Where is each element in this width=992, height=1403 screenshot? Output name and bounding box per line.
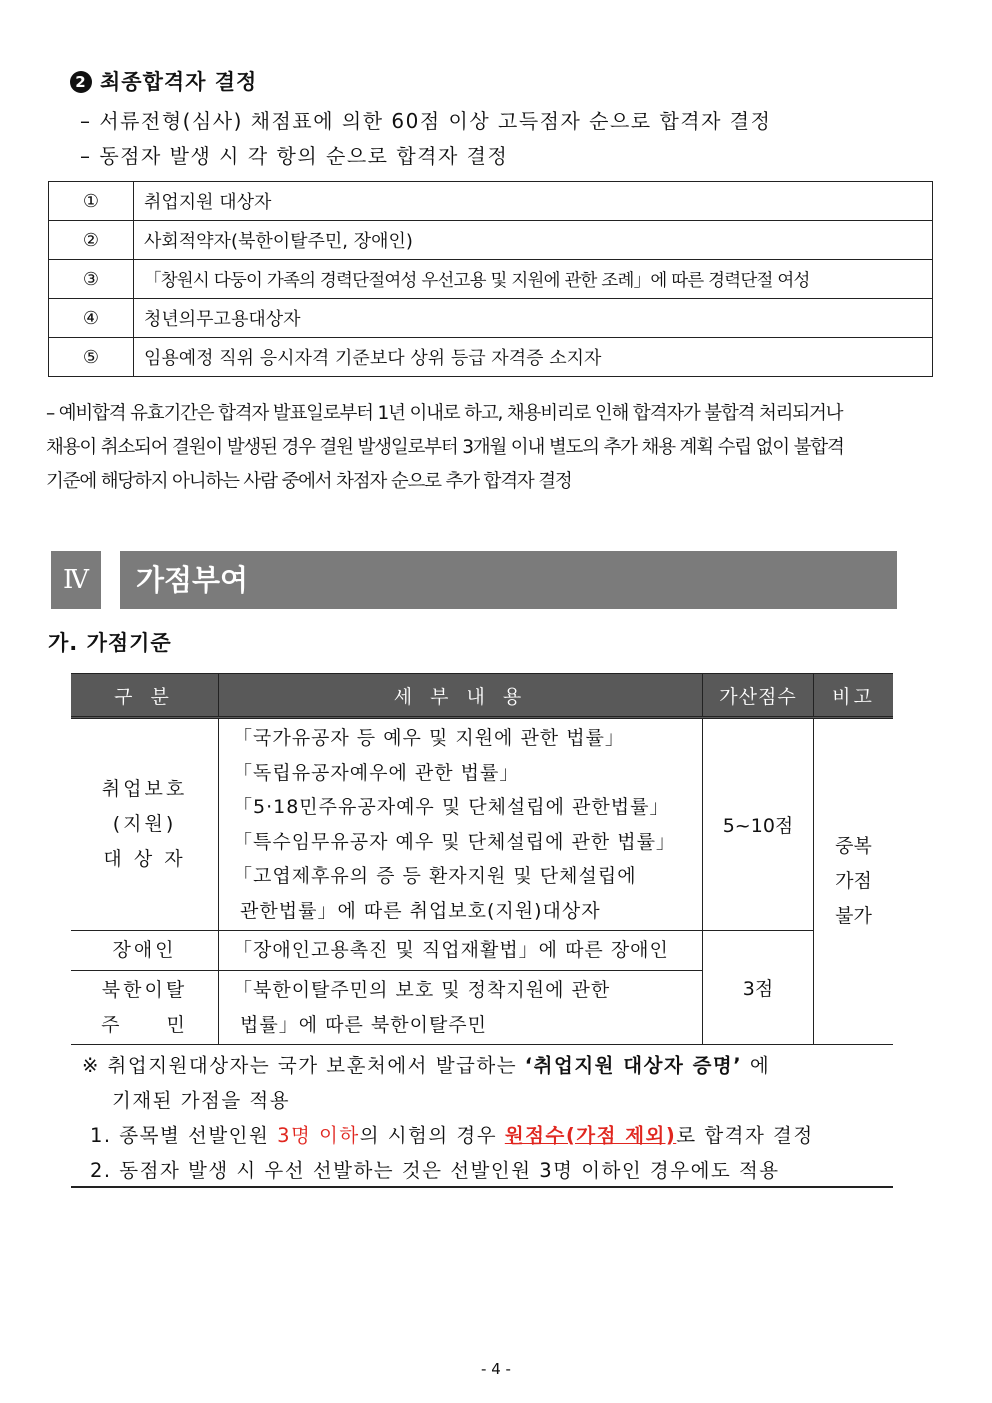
priority-text: 임용예정 직위 응시자격 기준보다 상위 등급 자격증 소지자 [134, 338, 933, 377]
details-cell: 「장애인고용촉진 및 직업재활법」에 따른 장애인 [219, 931, 703, 971]
category-line: 대 상 자 [103, 848, 186, 870]
criteria-line-1: – 서류전형(심사) 채점표에 의한 60점 이상 고득점자 순으로 합격자 결정 [80, 109, 772, 133]
priority-number: ⑤ [49, 338, 134, 377]
points-cell: 3점 [703, 931, 814, 1045]
note-line-2: 기재된 가점을 적용 [112, 1089, 291, 1112]
reserve-line-1: – 예비합격 유효기간은 합격자 발표일로부터 1년 이내로 하고, 채용비리로 인해 합격자가 불합격 처리되거나 [46, 403, 843, 424]
table-row [49, 182, 933, 221]
note-text: 의 시험의 경우 [359, 1124, 505, 1147]
law-line: 「국가유공자 등 예우 및 지원에 관한 법률」 [233, 727, 625, 749]
note-line-1 [82, 1050, 770, 1078]
law-line: 「독립유공자예우에 관한 법률」 [233, 761, 520, 784]
note-bold-text: ‘취업지원 대상자 증명’ [524, 1054, 743, 1077]
section-heading-text: 최종합격자 결정 [100, 70, 258, 94]
note-text: 로 합격자 결정 [676, 1124, 814, 1147]
remark-line: 중복 [835, 835, 872, 857]
priority-text: 취업지원 대상자 [134, 182, 933, 221]
table-header-row [71, 674, 893, 718]
highlight-underline-text: 원점수(가점 제외) [504, 1124, 677, 1147]
category-line: 취업보호 [101, 778, 188, 800]
header-points: 가산점수 [703, 674, 814, 718]
header-remark: 비고 [814, 674, 894, 718]
remark-line: 가점 [835, 870, 872, 892]
table-row [49, 260, 933, 299]
remark-line: 불가 [835, 905, 872, 927]
page-number: - 4 - [481, 1360, 511, 1378]
law-line: 「고엽제후유의 증 등 환자지원 및 단체설립에 [233, 865, 637, 887]
note-item-2: 2. 동점자 발생 시 우선 선발하는 것은 선발인원 3명 이하인 경우에도 적용 [90, 1159, 780, 1182]
priority-number: ④ [49, 299, 134, 338]
law-line: 「5·18민주유공자예우 및 단체설립에 관한법률」 [233, 796, 670, 818]
law-line: 관한법률」에 따른 취업보호(지원)대상자 [233, 899, 601, 922]
priority-number: ② [49, 221, 134, 260]
section-heading [70, 66, 257, 96]
priority-text: 사회적약자(북한이탈주민, 장애인) [134, 221, 933, 260]
category-line: (지원) [112, 813, 177, 835]
highlight-text: 3명 이하 [277, 1124, 360, 1147]
law-line: 법률」에 따른 북한이탈주민 [233, 1013, 488, 1036]
reserve-line-3: 기준에 해당하지 아니하는 사람 중에서 차점자 순으로 추가 합격자 결정 [46, 471, 572, 492]
note-text: 1. 종목별 선발인원 [90, 1124, 278, 1147]
note-text: 에 [742, 1054, 771, 1077]
sub-heading: 가. 가점기준 [48, 631, 172, 655]
priority-text: 「창원시 다둥이 가족의 경력단절여성 우선고용 및 지원에 관한 조례」에 따른 경력단절 여성 [134, 260, 933, 299]
section-title: 가점부여 [120, 551, 897, 609]
details-cell [219, 971, 703, 1045]
priority-table [48, 181, 933, 377]
category-cell [71, 718, 219, 931]
priority-number: ③ [49, 260, 134, 299]
law-line: 「특수임무유공자 예우 및 단체설립에 관한 법률」 [233, 830, 676, 853]
category-line: 주 민 [101, 1013, 188, 1036]
remark-cell [814, 718, 894, 1045]
priority-number: ① [49, 182, 134, 221]
note-text: ※ 취업지원대상자는 국가 보훈처에서 발급하는 [82, 1054, 525, 1077]
category-cell [71, 971, 219, 1045]
number-2-icon: 2 [70, 71, 92, 93]
bonus-table [71, 673, 893, 1045]
table-row [49, 299, 933, 338]
points-cell: 5~10점 [703, 718, 814, 931]
details-cell [219, 718, 703, 931]
section-number: Ⅳ [51, 551, 101, 609]
header-category: 구 분 [71, 674, 219, 718]
table-row [49, 338, 933, 377]
criteria-line-2: – 동점자 발생 시 각 항의 순으로 합격자 결정 [80, 144, 509, 168]
table-row [49, 221, 933, 260]
law-line: 「북한이탈주민의 보호 및 정착지원에 관한 [233, 979, 611, 1001]
category-cell: 장애인 [71, 931, 219, 971]
priority-text: 청년의무고용대상자 [134, 299, 933, 338]
reserve-paragraph [46, 397, 946, 499]
table-row [71, 931, 893, 971]
note-item-1 [90, 1120, 814, 1148]
category-line: 북한이탈 [101, 978, 188, 1001]
reserve-line-2: 채용이 취소되어 결원이 발생된 경우 결원 발생일로부터 3개월 이내 별도의 추가 채용 계획 수립 없이 불합격 [46, 437, 844, 458]
header-details: 세 부 내 용 [219, 674, 703, 718]
table-row [71, 718, 893, 931]
